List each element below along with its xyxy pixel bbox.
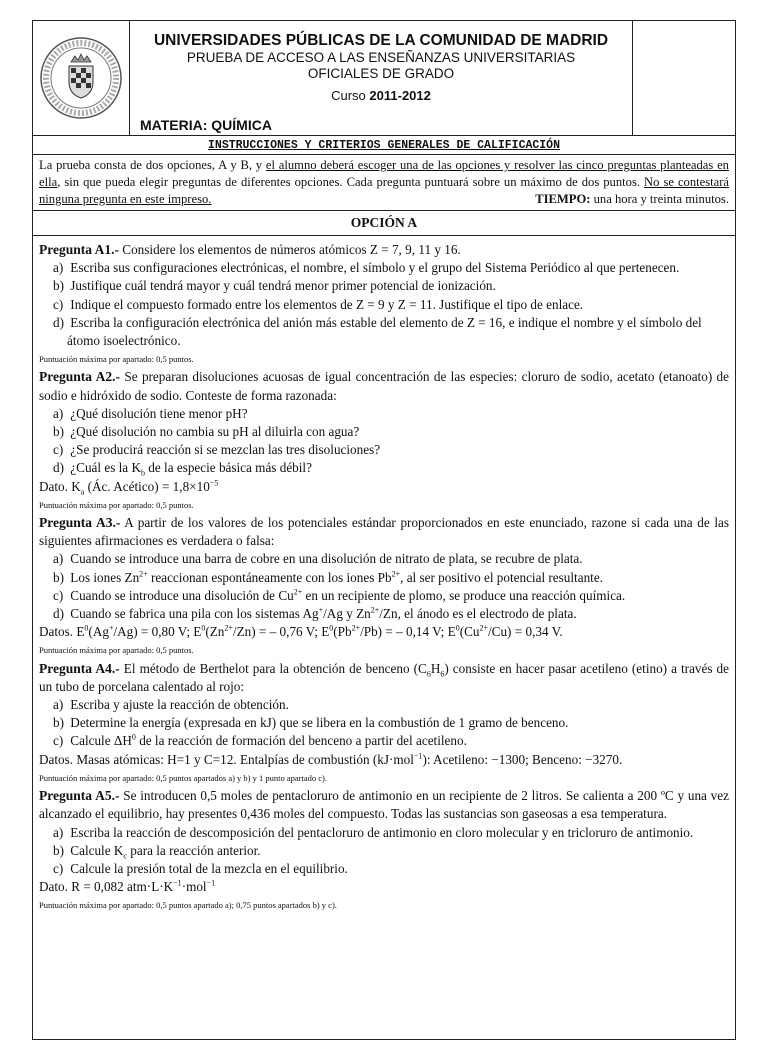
list-item xyxy=(39,842,729,860)
item-text: ¿Se producirá reacción si se mezclan las tres disoluciones? xyxy=(70,442,381,458)
data-text: ·mol xyxy=(181,879,207,895)
item-text: ¿Qué disolución tiene menor pH? xyxy=(70,405,248,421)
question-items xyxy=(39,405,729,478)
item-text: ¿Qué disolución no cambia su pH al diluirla con agua? xyxy=(70,424,360,440)
header-blank-cell xyxy=(633,21,735,135)
instr-part2: el alumno deberá escoger una de las opciones y resolver las cinco preguntas planteadas en ella xyxy=(39,158,729,189)
list-item xyxy=(39,296,729,314)
data-text: /Ag) = 0,80 V; E xyxy=(113,624,202,640)
data-text: Datos. Masas atómicas: H=1 y C=12. Entalpías de combustión (kJ·mol xyxy=(39,751,414,767)
question-text: Se introducen 0,5 moles de pentacloruro de antimonio en un recipiente de 2 litros. Se calienta a 200 ºC y una vez alcanzado el equilibrio, hay presentes 0,436 moles del compuesto. Todas las sustancias son gaseosas a esa temperatura. xyxy=(39,788,729,822)
item-label: d) xyxy=(53,606,64,622)
item-text: de la especie básica más débil? xyxy=(144,460,312,476)
superscript: + xyxy=(108,623,114,633)
instructions-heading xyxy=(33,136,735,155)
data-text: (Pb xyxy=(333,624,352,640)
question-title: Pregunta A5.- xyxy=(39,788,120,804)
data-text: /Cu) = 0,34 V. xyxy=(488,624,563,640)
data-line xyxy=(39,623,729,641)
course-year xyxy=(130,88,632,103)
item-text: para la reacción anterior. xyxy=(126,842,261,858)
time-label: TIEMPO: xyxy=(535,192,591,206)
item-text: /Zn, el ánodo es el electrodo de plata. xyxy=(379,606,577,622)
superscript: 2+ xyxy=(224,623,233,633)
item-text: Determine la energía (expresada en kJ) que se libera en la combustión de 1 gramo de benceno. xyxy=(70,715,569,731)
score-note: Puntuación máxima por apartado: 0,5 puntos. xyxy=(39,354,194,365)
list-item xyxy=(39,860,729,878)
item-label: c) xyxy=(53,587,64,603)
list-item xyxy=(39,259,729,277)
question-title: Pregunta A1.- xyxy=(39,242,119,257)
question-text: A partir de los valores de los potenciales estándar proporcionados en este enunciado, razone si cada una de las siguientes afirmaciones es verdadera o falsa: xyxy=(39,515,729,549)
data-text: (Cu xyxy=(459,624,480,640)
score-note: Puntuación máxima por apartado: 0,5 puntos. xyxy=(39,499,194,510)
course-label: Curso xyxy=(331,88,366,103)
item-label: a) xyxy=(53,260,64,276)
superscript: −1 xyxy=(206,878,216,888)
data-text: (Ag xyxy=(88,624,109,640)
item-label: b) xyxy=(53,278,64,294)
list-item xyxy=(39,459,729,477)
question-a2 xyxy=(33,368,735,514)
superscript: 0 xyxy=(131,733,136,743)
score-note: Puntuación máxima por apartado: 0,5 puntos apartado a); 0,75 puntos apartados b) y c). xyxy=(39,900,337,911)
data-text: Dato. K xyxy=(39,478,81,494)
item-label: a) xyxy=(53,405,64,421)
item-text: Escriba sus configuraciones electrónicas, el nombre, el símbolo y el grupo del Sistema Periódico al que pertenecen. xyxy=(70,260,680,276)
subject: MATERIA: QUÍMICA xyxy=(140,117,272,133)
data-line xyxy=(39,478,729,496)
item-text: Cuando se introduce una disolución de Cu xyxy=(70,587,294,603)
item-text: Indique el compuesto formado entre los elementos de Z = 9 y Z = 11. Justifique el tipo de enlace. xyxy=(70,296,584,312)
time-value: una hora y treinta minutos. xyxy=(590,192,729,206)
item-text: /Ag y Zn xyxy=(323,606,371,622)
list-item xyxy=(39,405,729,423)
university-name: UNIVERSIDADES PÚBLICAS DE LA COMUNIDAD DE MADRID xyxy=(153,32,609,49)
item-text: Escriba la configuración electrónica del anión más estable del elemento de Z = 16, e indique el nombre y el símbolo del átomo isoelectrónico. xyxy=(67,314,702,349)
item-text: , al ser positivo el potencial resultante. xyxy=(400,569,603,585)
item-text: Calcule K xyxy=(70,842,124,858)
question-text: El método de Berthelot para la obtención de benceno (C xyxy=(119,660,427,676)
subscript: c xyxy=(123,851,127,861)
time-info xyxy=(535,191,729,208)
item-label: d) xyxy=(53,314,64,330)
item-label: c) xyxy=(53,296,64,312)
superscript: 0 xyxy=(329,623,334,633)
question-items xyxy=(39,696,729,751)
superscript: 0 xyxy=(84,623,89,633)
data-text: /Pb) = – 0,14 V; E xyxy=(360,624,456,640)
question-a5 xyxy=(33,787,735,914)
item-text: Calcule ΔH xyxy=(70,733,132,749)
subscript: 6 xyxy=(426,669,431,679)
instr-part4: No se contestará ninguna pregunta en este impreso. xyxy=(39,175,730,206)
instr-part1: La prueba consta de dos opciones, A y B, y xyxy=(39,158,266,172)
item-label: c) xyxy=(53,860,64,876)
item-text: Escriba y ajuste la reacción de obtención. xyxy=(70,697,289,713)
superscript: −1 xyxy=(173,878,182,888)
data-text: (Zn xyxy=(205,624,225,640)
question-text: ) consiste en hacer pasar acetileno (etino) a través de un tubo de porcelana calentado al rojo: xyxy=(39,660,729,694)
item-label: c) xyxy=(53,442,64,458)
item-text: de la reacción de formación del benceno a partir del acetileno. xyxy=(135,733,467,749)
data-text: Datos. E xyxy=(39,624,85,640)
superscript: 2+ xyxy=(370,605,380,615)
item-text: Cuando se introduce una barra de cobre en una disolución de nitrato de plata, se recubre de plata. xyxy=(70,551,583,567)
superscript: 2+ xyxy=(391,569,401,579)
superscript: 0 xyxy=(455,623,460,633)
question-a1 xyxy=(33,241,735,368)
subscript: a xyxy=(80,487,85,497)
question-text: Se preparan disoluciones acuosas de igual concentración de las especies: cloruro de sodio, acetato (etanoato) de sodio e hidróxido de sodio. Conteste de forma razonada: xyxy=(39,369,730,403)
subscript: b xyxy=(140,469,145,479)
item-label: b) xyxy=(53,569,64,585)
item-text: Cuando se fabrica una pila con los sistemas Ag xyxy=(70,606,319,622)
data-text: (Ác. Acético) = 1,8×10 xyxy=(84,478,210,494)
question-title: Pregunta A2.- xyxy=(39,369,121,385)
item-text: Los iones Zn xyxy=(70,569,140,585)
university-seal-cell xyxy=(33,21,130,135)
subscript: 6 xyxy=(440,669,445,679)
exam-name-line1: PRUEBA DE ACCESO A LAS ENSEÑANZAS UNIVERSITARIAS xyxy=(186,50,576,65)
data-line xyxy=(39,751,729,769)
question-title: Pregunta A3.- xyxy=(39,515,121,531)
list-item xyxy=(39,587,729,605)
list-item xyxy=(39,550,729,568)
question-text: Considere los elementos de números atómicos Z = 7, 9, 11 y 16. xyxy=(119,242,461,257)
instructions-heading-text: INSTRUCCIONES Y CRITERIOS GENERALES DE CALIFICACIÓN xyxy=(208,139,560,152)
list-item xyxy=(39,732,729,750)
exam-header xyxy=(33,21,735,136)
item-text: ¿Cuál es la K xyxy=(70,460,141,476)
list-item xyxy=(39,605,729,623)
item-label: d) xyxy=(53,460,64,476)
superscript: −1 xyxy=(413,751,423,761)
question-text: H xyxy=(430,660,441,676)
score-note: Puntuación máxima por apartado: 0,5 puntos. xyxy=(39,645,194,656)
superscript: 0 xyxy=(201,623,206,633)
superscript: 2+ xyxy=(139,569,148,579)
item-text: Calcule la presión total de la mezcla en el equilibrio. xyxy=(70,860,348,876)
university-seal-icon xyxy=(39,36,123,120)
data-text: ): Acetileno: −1300; Benceno: −3270. xyxy=(422,751,623,767)
data-line xyxy=(39,878,729,896)
list-item xyxy=(39,441,729,459)
item-label: b) xyxy=(53,842,64,858)
item-label: a) xyxy=(53,824,64,840)
question-a3 xyxy=(33,514,735,660)
item-text: en un recipiente de plomo, se produce una reacción química. xyxy=(302,587,626,603)
item-text: reaccionan espontáneamente con los iones Pb xyxy=(147,569,392,585)
question-items xyxy=(39,824,729,879)
data-text: Dato. R = 0,082 atm·L·K xyxy=(39,879,174,895)
question-title: Pregunta A4.- xyxy=(39,660,120,676)
superscript: + xyxy=(318,605,324,615)
list-item xyxy=(39,314,729,350)
course-value: 2011-2012 xyxy=(369,88,431,103)
list-item xyxy=(39,824,729,842)
question-items xyxy=(39,550,729,623)
exam-name-line2: OFICIALES DE GRADO xyxy=(307,66,455,81)
option-title: OPCIÓN A xyxy=(33,211,735,236)
item-label: c) xyxy=(53,733,64,749)
superscript: 2+ xyxy=(479,623,488,633)
superscript: 2+ xyxy=(351,623,361,633)
item-text: Justifique cuál tendrá mayor y cuál tendrá menor primer potencial de ionización. xyxy=(70,278,496,294)
data-text: /Zn) = – 0,76 V; E xyxy=(232,624,330,640)
instr-part3: , sin que pueda elegir preguntas de diferentes opciones. Cada pregunta puntuará sobre un máximo de dos puntos. xyxy=(57,175,645,189)
list-item xyxy=(39,277,729,295)
item-label: b) xyxy=(53,715,64,731)
question-a4 xyxy=(33,660,735,787)
superscript: −5 xyxy=(209,478,219,488)
instructions-text xyxy=(33,155,735,211)
list-item xyxy=(39,423,729,441)
superscript: 2+ xyxy=(293,587,303,597)
header-title-cell xyxy=(130,21,633,135)
list-item xyxy=(39,696,729,714)
item-label: a) xyxy=(53,551,64,567)
score-note: Puntuación máxima por apartado: 0,5 puntos apartados a) y b) y 1 punto apartado c). xyxy=(39,772,327,783)
list-item xyxy=(39,569,729,587)
item-label: b) xyxy=(53,424,64,440)
list-item xyxy=(39,714,729,732)
exam-page xyxy=(32,20,736,1040)
question-items xyxy=(39,259,729,350)
item-label: a) xyxy=(53,697,64,713)
item-text: Escriba la reacción de descomposición del pentacloruro de antimonio en cloro molecular y en tricloruro de antimonio. xyxy=(70,824,694,840)
